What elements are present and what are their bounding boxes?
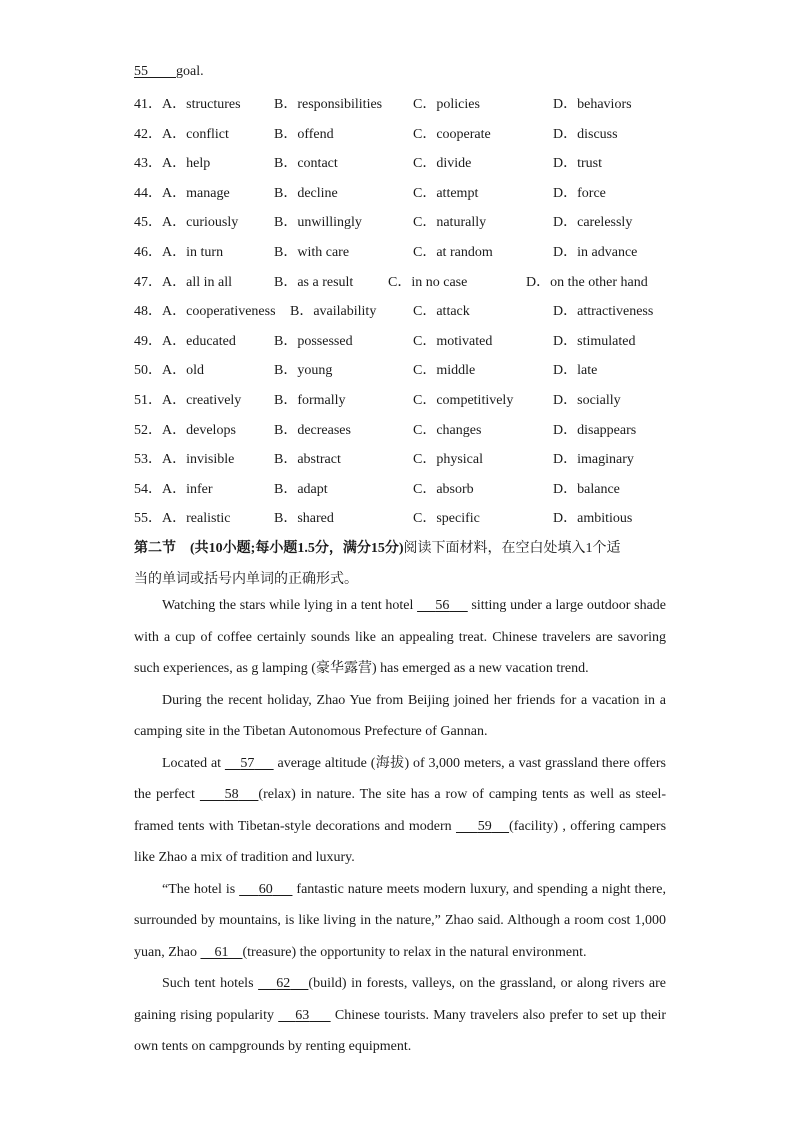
option-a[interactable]: 46．A．in turn <box>134 245 224 260</box>
question-row <box>134 271 694 291</box>
option-d[interactable]: D．discuss <box>553 126 618 142</box>
blank-58[interactable]: 58 <box>224 787 239 802</box>
option-text: manage <box>186 185 230 201</box>
option-d[interactable]: D．stimulated <box>553 333 636 349</box>
blank-62[interactable]: 62 <box>276 976 291 991</box>
section-instruction-cont: 当的单词或括号内单词的正确形式。 <box>134 572 358 587</box>
option-text: naturally <box>436 215 487 231</box>
option-c[interactable]: C．physical <box>413 452 483 468</box>
option-text: trust <box>577 156 603 172</box>
option-text: force <box>577 185 606 201</box>
blank-61[interactable]: 61 <box>214 944 229 960</box>
option-d[interactable]: D．ambitious <box>553 511 633 527</box>
question-row <box>134 241 694 261</box>
question-number: 51 <box>134 393 148 408</box>
option-d[interactable]: D．force <box>553 185 606 201</box>
question-row <box>134 211 694 231</box>
option-text: conflict <box>186 126 229 142</box>
option-text: absorb <box>436 481 474 497</box>
option-text: divide <box>436 156 472 172</box>
question-row <box>134 448 694 468</box>
option-text: discuss <box>577 126 618 142</box>
option-c[interactable]: C．divide <box>413 156 472 172</box>
option-b[interactable]: B．shared <box>274 511 334 527</box>
option-text: offend <box>297 126 334 142</box>
option-text: changes <box>436 422 482 438</box>
paragraph-2: During the recent holiday, Zhao Yue from Beijing joined her friends for a vacation in a camping site in the Tibetan Autonomous Prefecture of Gannan. <box>134 692 666 739</box>
question-row <box>134 478 694 498</box>
question-number: 46 <box>134 245 148 260</box>
option-text: balance <box>577 481 620 497</box>
question-number: 53 <box>134 452 148 468</box>
question-row <box>134 123 694 143</box>
option-text: invisible <box>186 452 235 468</box>
option-d[interactable]: D．behaviors <box>553 97 632 112</box>
question-number: 45 <box>134 215 148 231</box>
option-a[interactable]: 55．A．realistic <box>134 511 231 527</box>
option-text: curiously <box>186 215 239 231</box>
option-text: young <box>297 363 333 379</box>
option-text: structures <box>186 97 241 112</box>
option-c[interactable]: C．competitively <box>413 393 514 408</box>
option-text: decreases <box>297 422 351 438</box>
option-a[interactable]: 52．A．develops <box>134 422 236 438</box>
option-a[interactable]: 43．A．help <box>134 156 211 172</box>
blank-59[interactable]: 59 <box>477 818 492 834</box>
option-text: in advance <box>577 245 638 260</box>
question-row <box>134 330 694 350</box>
option-c[interactable]: C．cooperate <box>413 126 491 142</box>
option-c[interactable]: C．attack <box>413 304 470 320</box>
option-text: at random <box>436 245 493 260</box>
question-number: 48 <box>134 304 148 320</box>
question-row <box>134 507 694 527</box>
option-b[interactable]: B．unwillingly <box>274 215 362 231</box>
option-text: realistic <box>186 511 231 527</box>
option-a[interactable]: 49．A．educated <box>134 333 236 349</box>
option-text: abstract <box>297 452 341 468</box>
option-text: formally <box>297 393 346 408</box>
option-text: as a result <box>297 274 354 290</box>
option-text: imaginary <box>577 452 634 468</box>
option-text: possessed <box>297 333 353 349</box>
question-number: 47 <box>134 274 148 290</box>
question-number: 43 <box>134 156 148 172</box>
continued-line: 55 goal. <box>134 64 204 79</box>
option-text: attempt <box>436 185 479 201</box>
option-a[interactable]: 54．A．infer <box>134 481 213 497</box>
option-c[interactable]: C．changes <box>413 422 482 438</box>
option-text: disappears <box>577 422 637 438</box>
question-row <box>134 419 694 439</box>
question-row <box>134 182 694 202</box>
paragraph-4: “The hotel is 60 fantastic nature meets modern luxury, and spending a night there, surrounded by mountains, is like living in the nature,” Zhao said. Although a room cost 1,000 yuan, Zhao 61 (treasure) the opportunity to relax in the natural environment. <box>134 881 667 960</box>
option-text: policies <box>436 97 480 112</box>
question-number: 41 <box>134 97 148 112</box>
option-text: behaviors <box>577 97 632 112</box>
option-text: attack <box>436 304 470 320</box>
option-text: attractiveness <box>577 304 654 320</box>
section-score-info: (共10小题;每小题1.5分，满分15分) <box>190 541 404 556</box>
option-c[interactable]: C．absorb <box>413 481 474 497</box>
option-text: shared <box>297 511 334 527</box>
option-text: unwillingly <box>297 215 362 231</box>
question-number: 55 <box>134 511 148 527</box>
option-b[interactable]: B．abstract <box>274 452 341 468</box>
option-d[interactable]: D．imaginary <box>553 452 634 468</box>
paragraph-5: Such tent hotels 62 (build) in forests, valleys, on the grassland, or along rivers are gaining rising popularity 63 Chinese tourists. Many travelers also prefer to set up their own tents on campgrounds by renting equipment. <box>134 976 667 1054</box>
blank-55-ref: 55 <box>134 64 148 79</box>
option-a[interactable]: 42．A．conflict <box>134 126 229 142</box>
option-text: physical <box>436 452 483 468</box>
option-b[interactable]: B．responsibilities <box>274 97 383 112</box>
question-number: 44 <box>134 185 148 201</box>
option-text: competitively <box>436 393 514 408</box>
option-text: cooperativeness <box>186 304 276 320</box>
option-c[interactable]: C．middle <box>413 363 476 379</box>
option-c[interactable]: C．policies <box>413 97 480 112</box>
option-b[interactable]: B．decreases <box>274 422 351 438</box>
option-d[interactable]: D．disappears <box>553 422 637 438</box>
question-row <box>134 152 694 172</box>
question-row <box>134 389 694 409</box>
option-d[interactable]: D．attractiveness <box>553 304 654 320</box>
option-text: infer <box>186 481 213 497</box>
option-b[interactable]: B．decline <box>274 185 338 201</box>
option-b[interactable]: B．availability <box>290 304 377 320</box>
option-b[interactable]: B．with care <box>274 245 350 260</box>
option-a[interactable]: 47．A．all in all <box>134 274 233 290</box>
option-text: educated <box>186 333 236 349</box>
option-text: contact <box>297 156 338 172</box>
option-text: in turn <box>186 245 224 260</box>
paragraph-1: Watching the stars while lying in a tent hotel 56 sitting under a large outdoor shade with a cup of coffee certainly sounds like an appealing treat. Chinese travelers are savoring such experiences, as g lamping (豪华露营) has emerged as a new vacation trend. <box>134 598 667 676</box>
option-b[interactable]: B．young <box>274 363 333 379</box>
option-text: responsibilities <box>297 97 383 112</box>
option-text: on the other hand <box>550 274 648 290</box>
option-a[interactable]: 44．A．manage <box>134 185 230 201</box>
question-row <box>134 300 694 320</box>
option-a[interactable]: 45．A．curiously <box>134 215 239 231</box>
question-number: 54 <box>134 481 148 497</box>
option-c[interactable]: C．at random <box>413 245 493 260</box>
option-text: help <box>186 156 211 172</box>
option-text: old <box>186 363 205 379</box>
passage <box>134 590 666 1063</box>
blank-60[interactable]: 60 <box>258 881 273 897</box>
question-row <box>134 359 694 379</box>
option-c[interactable]: C．attempt <box>413 185 479 201</box>
option-text: cooperate <box>436 126 491 142</box>
option-text: ambitious <box>577 511 633 527</box>
question-number: 49 <box>134 333 148 349</box>
option-d[interactable]: D．carelessly <box>553 215 633 231</box>
option-c[interactable]: C．specific <box>413 511 480 527</box>
option-text: socially <box>577 393 621 408</box>
option-a[interactable]: 50．A．old <box>134 363 205 379</box>
option-text: late <box>577 363 598 379</box>
option-b[interactable]: B．adapt <box>274 481 328 497</box>
option-a[interactable]: 41．A．structures <box>134 97 241 112</box>
option-b[interactable]: B．as a result <box>274 274 354 290</box>
question-number: 52 <box>134 422 148 438</box>
option-text: with care <box>297 245 350 260</box>
question-number: 50 <box>134 363 148 379</box>
option-d[interactable]: D．in advance <box>553 245 638 260</box>
option-d[interactable]: D．socially <box>553 393 621 408</box>
option-text: creatively <box>186 393 242 408</box>
blank-56[interactable]: 56 <box>435 598 450 613</box>
option-c[interactable]: C．in no case <box>388 274 468 290</box>
option-b[interactable]: B．contact <box>274 156 338 172</box>
option-a[interactable]: 48．A．cooperativeness <box>134 304 276 320</box>
option-b[interactable]: B．possessed <box>274 333 353 349</box>
option-text: decline <box>297 185 338 201</box>
option-b[interactable]: B．formally <box>274 393 346 408</box>
paragraph-3: Located at 57 average altitude (海拔) of 3,000 meters, a vast grassland there offers the perfect 58 (relax) in nature. The site has a row of camping tents as well as steel-framed tents with Tibetan-style decorations and modern 59 (facility) , offering campers like Zhao a mix of tradition and luxury. <box>134 755 667 865</box>
question-row <box>134 93 694 113</box>
option-text: carelessly <box>577 215 633 231</box>
option-a[interactable]: 53．A．invisible <box>134 452 235 468</box>
section-instruction: 阅读下面材料，在空白处填入1个适 <box>403 541 621 556</box>
option-a[interactable]: 51．A．creatively <box>134 393 242 408</box>
option-d[interactable]: D．on the other hand <box>526 274 648 290</box>
blank-63[interactable]: 63 <box>295 1007 310 1023</box>
option-d[interactable]: D．late <box>553 363 598 379</box>
option-text: in no case <box>411 274 468 290</box>
option-text: adapt <box>297 481 328 497</box>
option-text: motivated <box>436 333 493 349</box>
option-d[interactable]: D．balance <box>553 481 620 497</box>
option-c[interactable]: C．naturally <box>413 215 487 231</box>
option-text: availability <box>313 304 377 320</box>
option-text: middle <box>436 363 476 379</box>
section-title: 第二节 <box>134 541 176 556</box>
option-d[interactable]: D．trust <box>553 156 603 172</box>
question-number: 42 <box>134 126 148 142</box>
option-text: specific <box>436 511 480 527</box>
option-text: develops <box>186 422 236 438</box>
blank-57[interactable]: 57 <box>240 755 255 771</box>
option-text: stimulated <box>577 333 636 349</box>
option-b[interactable]: B．offend <box>274 126 334 142</box>
option-c[interactable]: C．motivated <box>413 333 493 349</box>
option-text: all in all <box>186 274 233 290</box>
section-heading <box>134 537 621 557</box>
